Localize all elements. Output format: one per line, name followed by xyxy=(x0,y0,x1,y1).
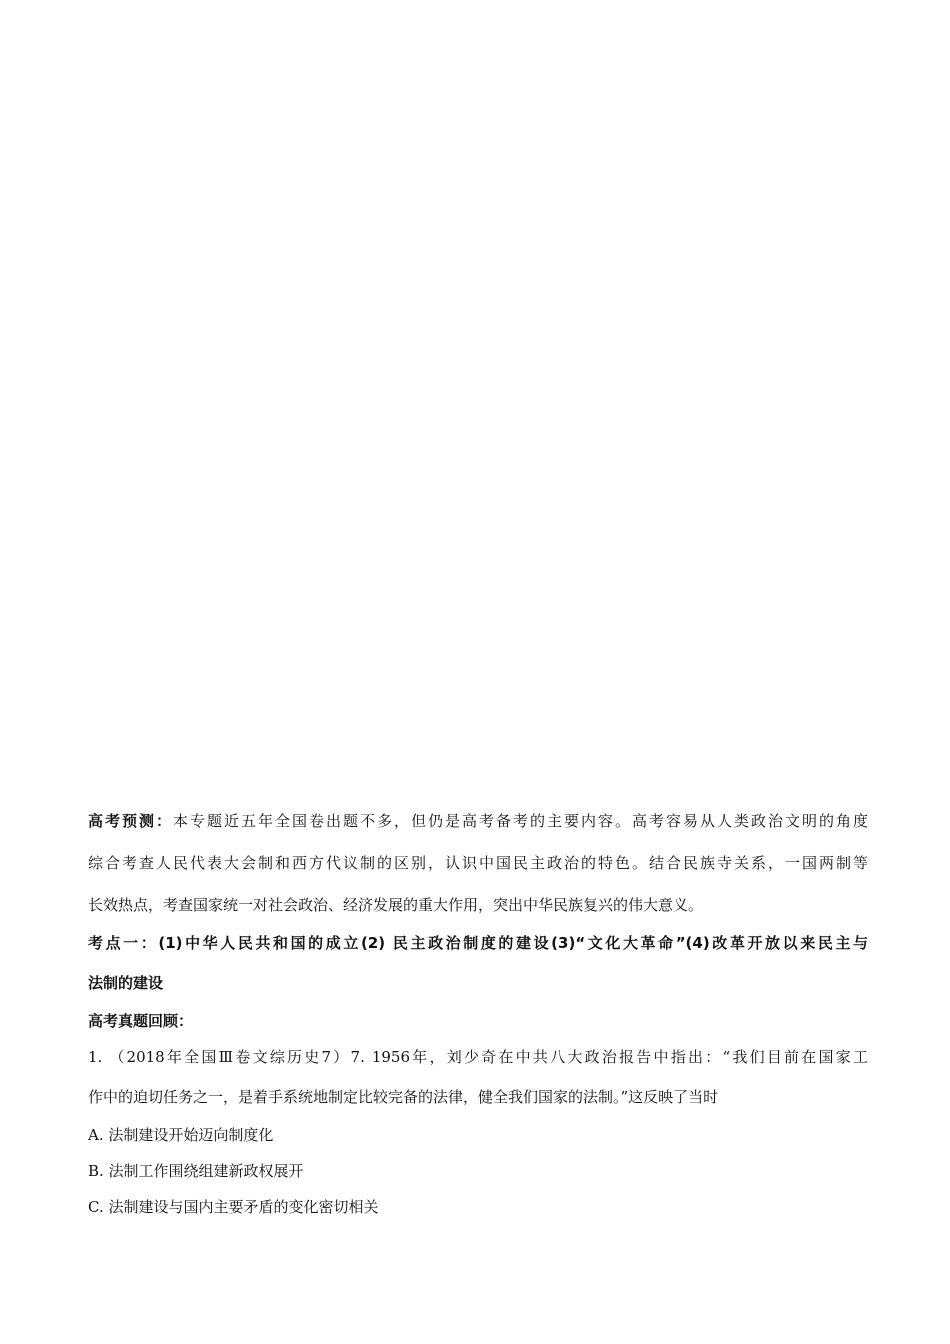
option-a: A. 法制建设开始迈向制度化 xyxy=(88,1126,274,1144)
forecast-line-1 xyxy=(88,810,868,832)
forecast-line-2: 综合考查人民代表大会制和西方代议制的区别，认识中国民主政治的特色。结合民族寺关系，一国两制等 xyxy=(88,854,868,872)
topic-heading-line-1: 考点一：(1)中华人民共和国的成立(2) 民主政治制度的建设(3)“文化大革命”(4)改革开放以来民主与 xyxy=(88,934,868,952)
forecast-label: 高考预测： xyxy=(88,812,173,830)
topic-heading-line-2: 法制的建设 xyxy=(88,974,164,992)
question-stem-line-1: 1. （2018年全国Ⅲ卷文综历史7）7. 1956年，刘少奇在中共八大政治报告中指出：“我们目前在国家工 xyxy=(88,1048,868,1066)
question-stem-line-2: 作中的迫切任务之一，是着手系统地制定比较完备的法律，健全我们国家的法制。”这反映了当时 xyxy=(88,1088,719,1106)
option-b: B. 法制工作围绕组建新政权展开 xyxy=(88,1162,304,1180)
forecast-text-1: 本专题近五年全国卷出题不多，但仍是高考备考的主要内容。高考容易从人类政治文明的角度 xyxy=(173,812,868,830)
option-c: C. 法制建设与国内主要矛盾的变化密切相关 xyxy=(88,1198,379,1216)
forecast-line-3: 长效热点，考查国家统一对社会政治、经济发展的重大作用，突出中华民族复兴的伟大意义。 xyxy=(88,896,704,914)
review-heading: 高考真题回顾： xyxy=(88,1012,194,1030)
